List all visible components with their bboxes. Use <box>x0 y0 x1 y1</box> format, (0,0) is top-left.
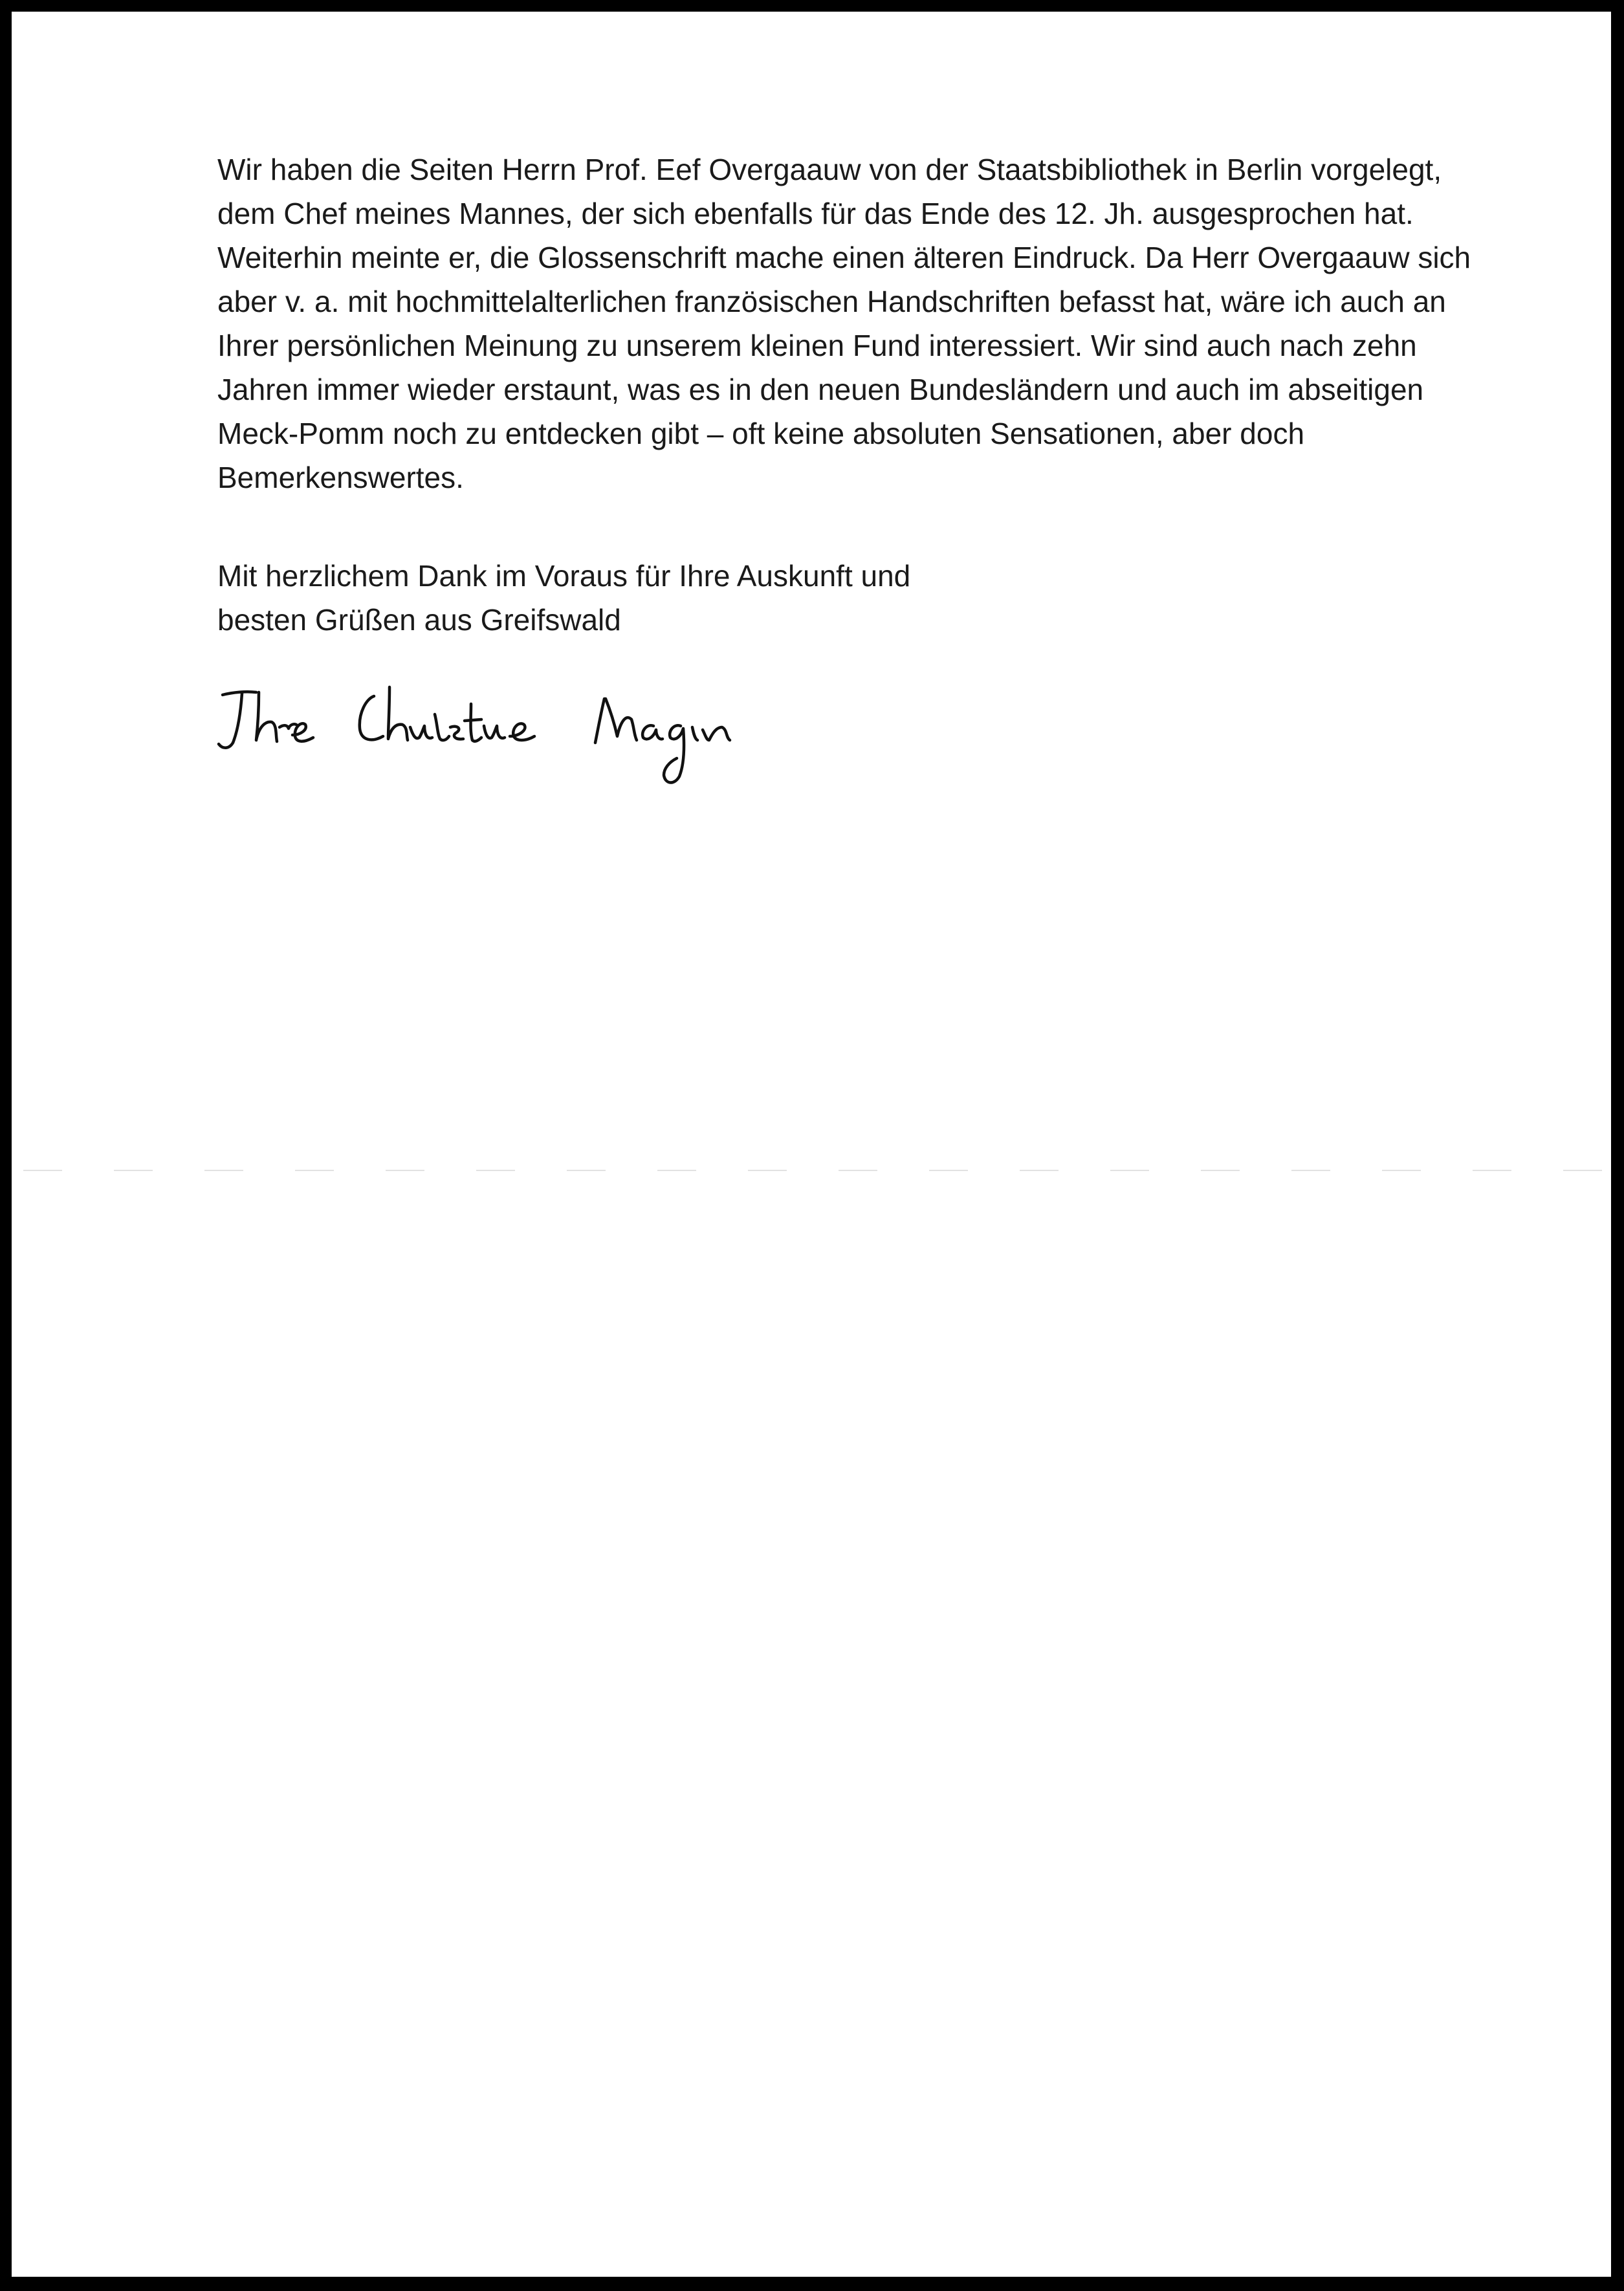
fold-line <box>23 1170 1623 1171</box>
paragraph-line: Weiterhin meinte er, die Glossenschrift mache einen älteren Eindruck. Da Herr Overgaauw sich <box>217 241 1471 274</box>
letter-paragraph <box>217 148 1511 499</box>
closing-line: Mit herzlichem Dank im Voraus für Ihre Auskunft und <box>217 559 911 593</box>
paragraph-line: Jahren immer wieder erstaunt, was es in den neuen Bundesländern und auch im abseitigen <box>217 373 1424 406</box>
paragraph-line: Bemerkenswertes. <box>217 461 464 494</box>
paragraph-line: Ihrer persönlichen Meinung zu unserem kleinen Fund interessiert. Wir sind auch nach zehn <box>217 329 1417 362</box>
paragraph-line: aber v. a. mit hochmittelalterlichen französischen Handschriften befasst hat, wäre ich auch an <box>217 285 1446 318</box>
handwritten-signature <box>214 673 744 789</box>
letter-closing <box>217 554 1253 642</box>
closing-line: besten Grüßen aus Greifswald <box>217 603 621 637</box>
paragraph-line: Meck-Pomm noch zu entdecken gibt – oft keine absoluten Sensationen, aber doch <box>217 417 1305 450</box>
paragraph-line: dem Chef meines Mannes, der sich ebenfalls für das Ende des 12. Jh. ausgesprochen hat. <box>217 197 1414 230</box>
paragraph-line: Wir haben die Seiten Herrn Prof. Eef Overgaauw von der Staatsbibliothek in Berlin vorgelegt, <box>217 153 1442 186</box>
